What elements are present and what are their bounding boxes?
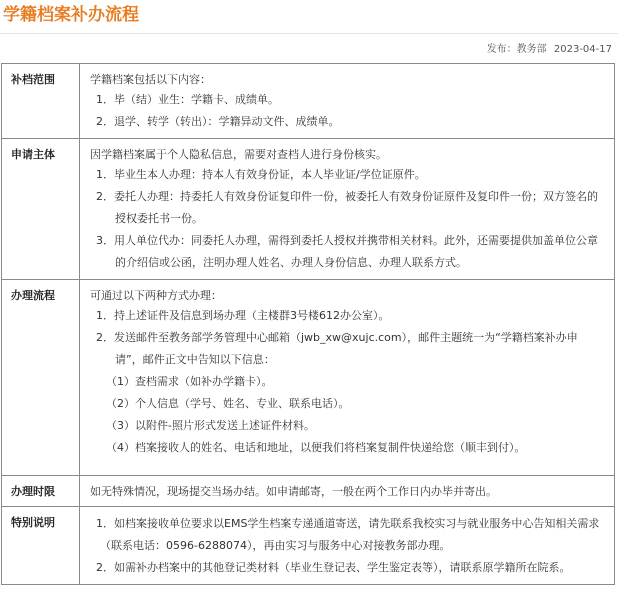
- table-row: [2, 64, 615, 139]
- sub-list-item: （1）查档需求（如补办学籍卡）。: [106, 375, 273, 388]
- row-intro: 可通过以下两种方式办理：: [90, 289, 222, 302]
- table-row: [2, 139, 615, 280]
- list-item: 1．毕业生本人办理：持本人有效身份证，本人毕业证/学位证原件。: [96, 168, 426, 181]
- row-label-special-notes: 特别说明: [2, 507, 80, 585]
- list-item: 2．发送邮件至教务部学务管理中心邮箱（jwb_xw@xujc.com），邮件主题统一为“学籍档案补办申: [96, 331, 578, 344]
- publish-date: 2023-04-17: [553, 44, 612, 55]
- row-label-time-limit: 办理时限: [2, 476, 80, 507]
- list-item: 3．用人单位代办：同委托人办理，需得到委托人授权并携带相关材料。此外，还需要提供加盖单位公章: [96, 234, 598, 247]
- row-label-applicant: 申请主体: [2, 139, 80, 280]
- list-item: 1．毕（结）业生：学籍卡、成绩单。: [96, 93, 279, 106]
- row-body-applicant: [80, 139, 615, 280]
- row-body-time-limit: [80, 476, 615, 507]
- list-item-continued: （联系电话：0596-6288074），再由实习与服务中心对接教务部办理。: [100, 539, 451, 552]
- sub-list-item: （4）档案接收人的姓名、电话和地址，以便我们将档案复制件快递给您（顺丰到付）。: [106, 441, 526, 454]
- row-body-scope: [80, 64, 615, 139]
- list-item: 1．持上述证件及信息到场办理（主楼群3号楼612办公室）。: [96, 309, 390, 322]
- row-intro: 如无特殊情况，现场提交当场办结。如申请邮寄，一般在两个工作日内办毕并寄出。: [90, 485, 497, 498]
- row-label-process: 办理流程: [2, 280, 80, 476]
- list-item: 1．如档案接收单位要求以EMS学生档案专递通道寄送，请先联系我校实习与就业服务中心告知相关需求: [96, 517, 600, 530]
- publisher: 发布：教务部: [486, 44, 547, 55]
- publish-meta: [483, 40, 612, 55]
- row-label-scope: 补档范围: [2, 64, 80, 139]
- row-intro: 学籍档案包括以下内容：: [90, 73, 211, 86]
- list-item-continued: 授权委托书一份。: [115, 212, 203, 225]
- list-item-continued: 的介绍信或公函，注明办理人姓名、办理人身份信息、办理人联系方式。: [115, 256, 467, 269]
- row-intro: 因学籍档案属于个人隐私信息，需要对查档人进行身份核实。: [90, 148, 387, 161]
- list-item: 2．退学、转学（转出）：学籍异动文件、成绩单。: [96, 115, 340, 128]
- row-body-special-notes: [80, 507, 615, 585]
- table-row: [2, 280, 615, 476]
- title-divider: [0, 33, 618, 34]
- table-row: [2, 476, 615, 507]
- list-item: 2．委托人办理：持委托人有效身份证复印件一份，被委托人有效身份证原件及复印件一份；双方签名的: [96, 190, 598, 203]
- sub-list-item: （3）以附件-照片形式发送上述证件材料。: [106, 419, 315, 432]
- page-title: 学籍档案补办流程: [3, 5, 139, 25]
- list-item-continued: 请”，邮件正文中告知以下信息：: [115, 353, 275, 366]
- procedure-table: [1, 63, 615, 585]
- sub-list-item: （2）个人信息（学号、姓名、专业、联系电话）。: [106, 397, 350, 410]
- list-item: 2．如需补办档案中的其他登记类材料（毕业生登记表、学生鉴定表等），请联系原学籍所在院系。: [96, 561, 571, 574]
- row-body-process: [80, 280, 615, 476]
- table-row: [2, 507, 615, 585]
